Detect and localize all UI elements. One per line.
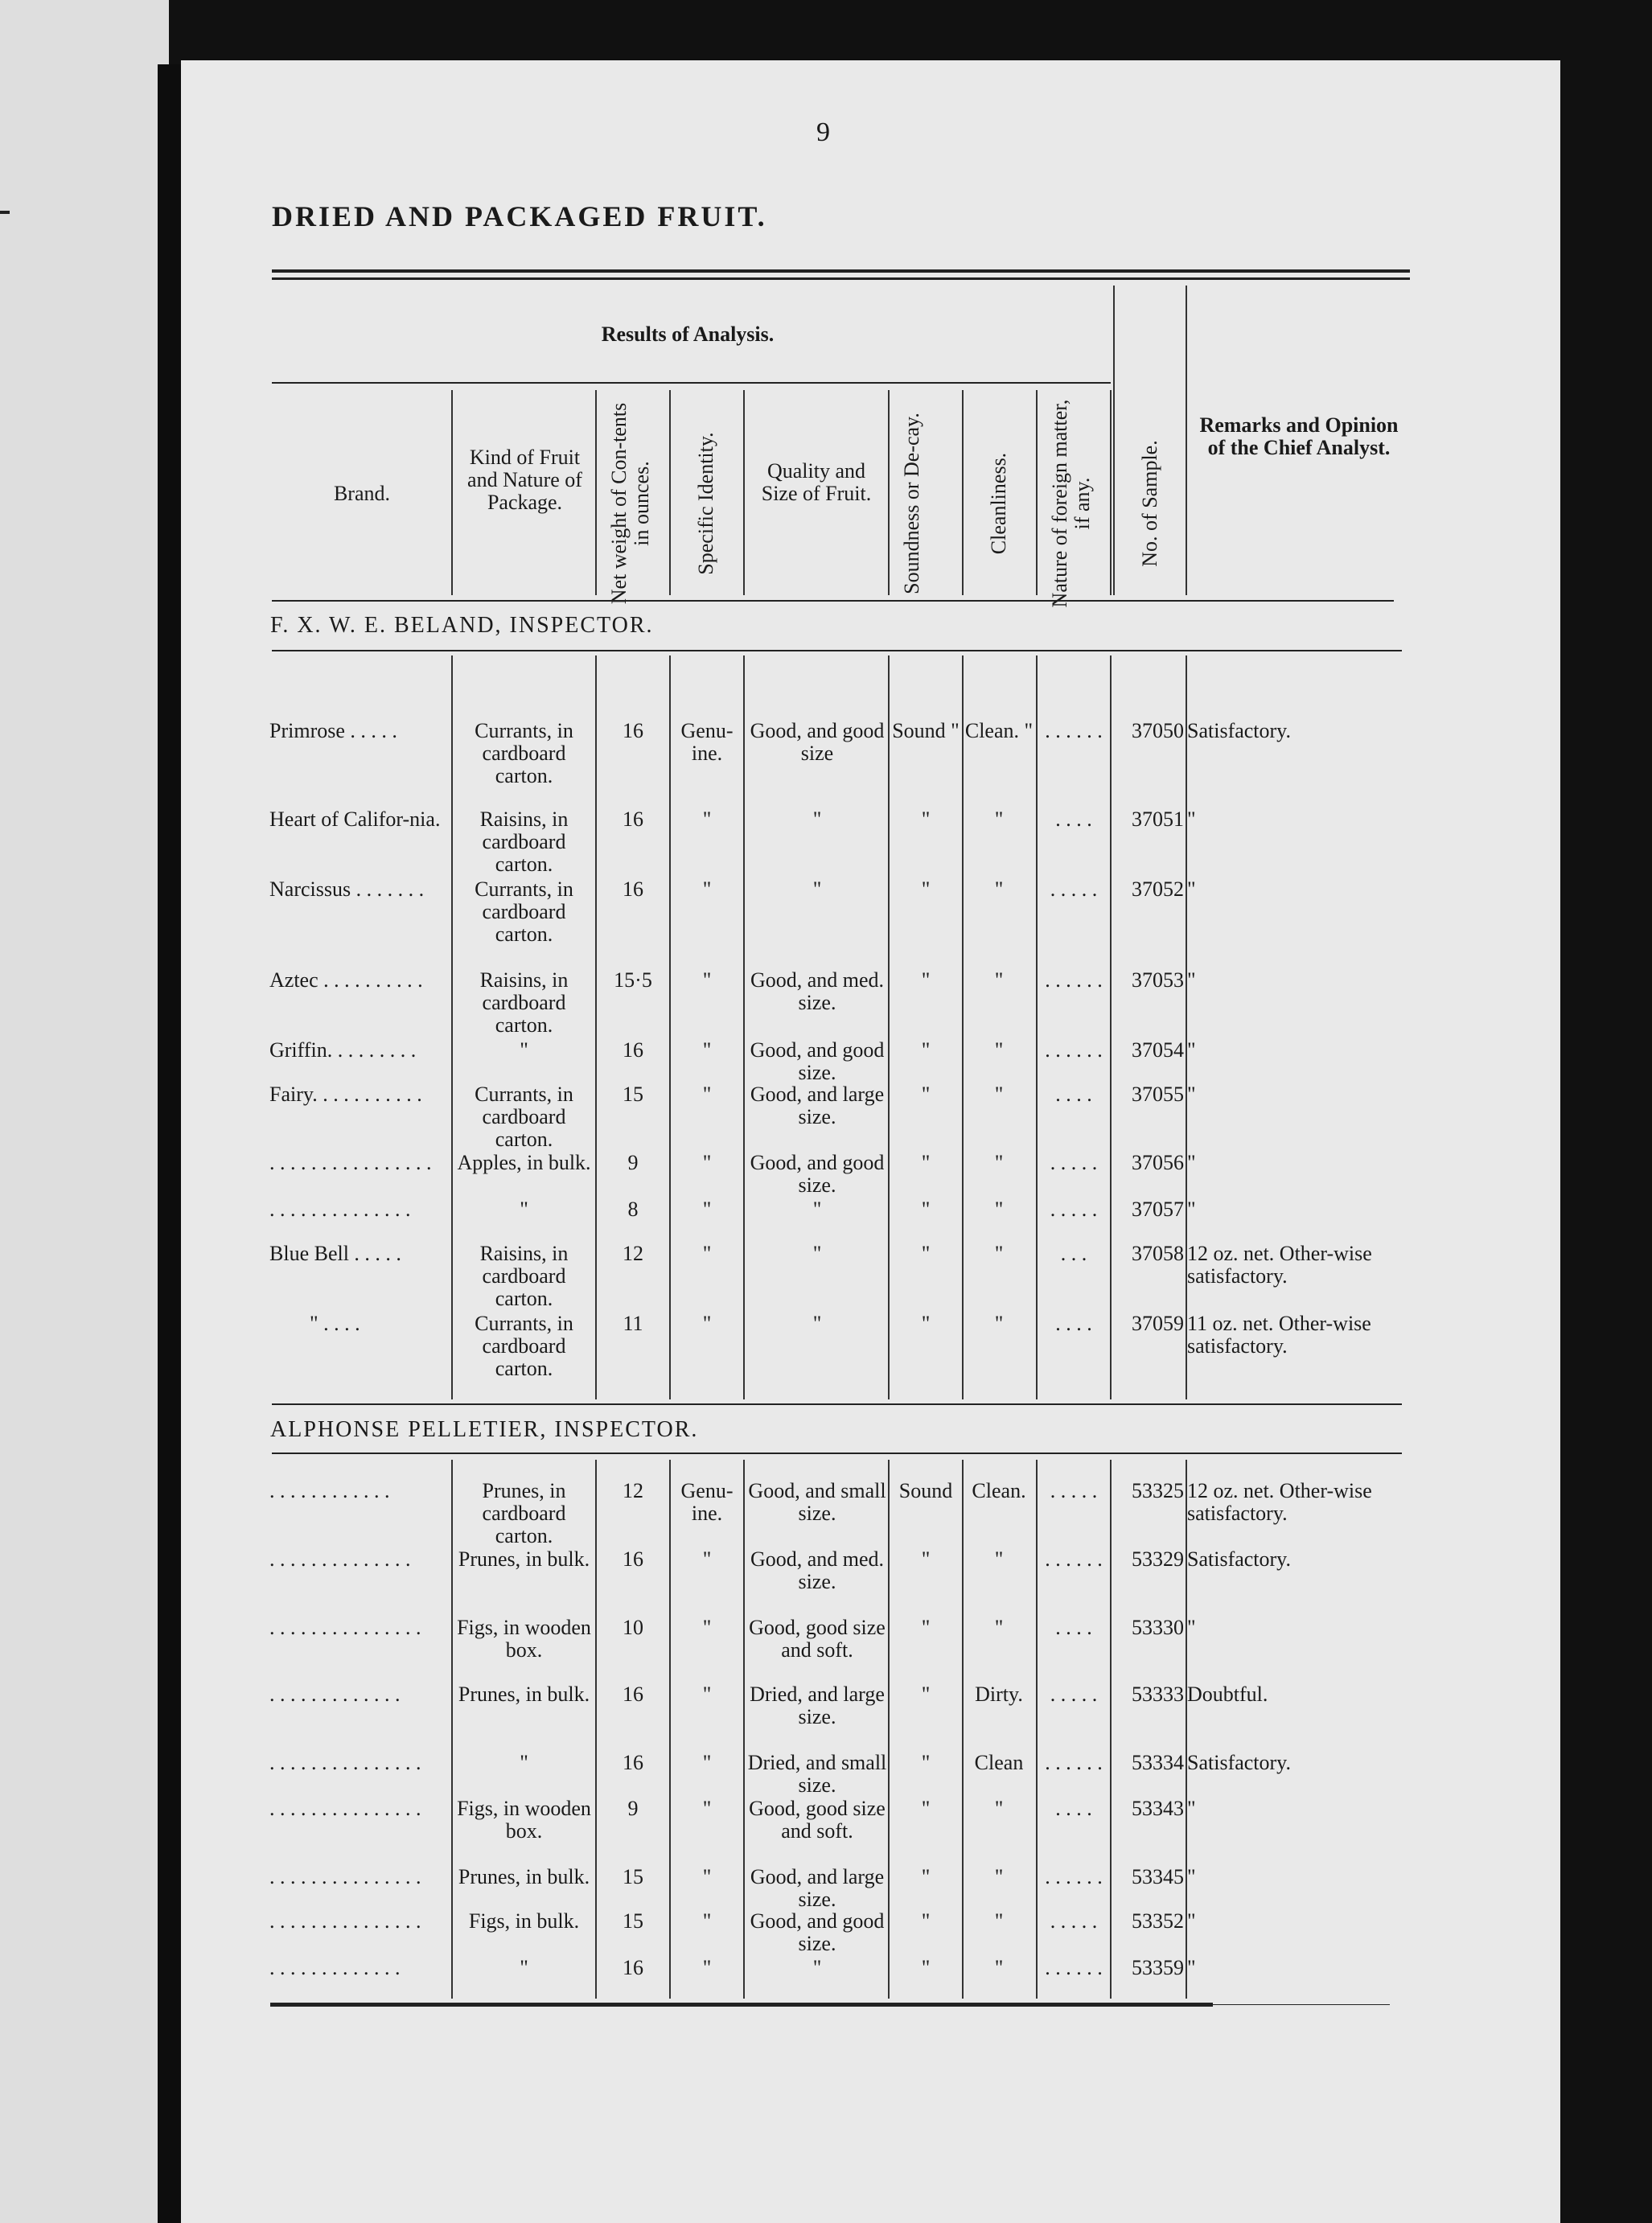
row-quality: " — [812, 1242, 822, 1265]
row-cleanliness: " — [994, 1865, 1004, 1888]
row-cleanliness: Dirty. — [975, 1683, 1023, 1706]
header-bottom-rule — [272, 600, 1394, 602]
row-cleanliness: " — [994, 807, 1004, 831]
row-brand: . . . . . . . . . . . . . — [269, 1683, 401, 1706]
row-sample: 53352 — [1132, 1909, 1184, 1933]
row-weight: 15 — [623, 1083, 643, 1106]
row-identity: Genu-ine. — [680, 1479, 734, 1525]
row-soundness: " — [921, 807, 931, 831]
row-identity: " — [702, 1038, 712, 1062]
row-quality: Good, and small size. — [748, 1479, 886, 1525]
row-foreign: . . . . — [1055, 1083, 1092, 1106]
row-kind: Currants, in cardboard carton. — [475, 877, 573, 946]
row-identity: " — [702, 1242, 712, 1265]
section-heading-pelletier: ALPHONSE PELLETIER, INSPECTOR. — [270, 1417, 699, 1442]
row-cleanliness: " — [994, 1909, 1004, 1933]
row-quality: Good, and good size — [750, 719, 885, 765]
row-soundness: " — [921, 1797, 931, 1820]
row-soundness: " — [921, 1038, 931, 1062]
header-divider-identity — [743, 390, 745, 595]
s1-divider-quality — [888, 655, 890, 1399]
header-net-weight: Net weight of Con-tents in ounces. — [607, 402, 653, 605]
row-kind: Raisins, in cardboard carton. — [479, 968, 569, 1037]
row-kind: " — [520, 1751, 528, 1774]
row-remarks: " — [1187, 1797, 1196, 1820]
s1-divider-cleanliness — [1036, 655, 1038, 1399]
row-cleanliness: " — [994, 1616, 1004, 1639]
row-soundness: " — [921, 1312, 931, 1335]
row-foreign: . . . . . — [1050, 1909, 1098, 1933]
row-brand: . . . . . . . . . . . . . . . — [269, 1910, 421, 1933]
row-weight: 16 — [623, 1038, 643, 1062]
row-kind: Currants, in cardboard carton. — [475, 1083, 573, 1151]
row-identity: " — [702, 1312, 712, 1335]
left-page-mark — [0, 211, 10, 214]
header-remarks: Remarks and Opinion of the Chief Analyst. — [1199, 413, 1399, 459]
header-divider-brand — [451, 390, 453, 595]
row-weight: 11 — [623, 1312, 643, 1335]
row-remarks: " — [1187, 968, 1196, 992]
row-soundness: " — [921, 1909, 931, 1933]
row-remarks: 12 oz. net. Other-wise satisfactory. — [1187, 1242, 1372, 1288]
row-weight: 12 — [623, 1479, 643, 1502]
row-foreign: . . . . — [1055, 807, 1092, 831]
row-kind: Raisins, in cardboard carton. — [479, 807, 569, 876]
row-sample: 37050 — [1132, 719, 1184, 742]
section-end-rule-beland — [272, 1403, 1402, 1405]
row-sample: 53329 — [1132, 1547, 1184, 1571]
row-brand: . . . . . . . . . . . . — [269, 1480, 390, 1502]
row-brand: . . . . . . . . . . . . . . — [269, 1198, 411, 1221]
row-soundness: " — [921, 968, 931, 992]
row-foreign: . . . . . — [1050, 1151, 1098, 1174]
row-soundness: " — [921, 1956, 931, 1979]
header-foreign-matter: Nature of foreign matter, if any. — [1048, 399, 1094, 608]
row-brand: " . . . . — [310, 1313, 360, 1335]
row-weight: 16 — [623, 719, 643, 742]
row-sample: 37052 — [1132, 877, 1184, 901]
row-identity: " — [702, 877, 712, 901]
row-kind: Currants, in cardboard carton. — [475, 1312, 573, 1380]
s1-divider-weight — [669, 655, 671, 1399]
row-weight: 15·5 — [614, 968, 652, 992]
row-soundness: " — [921, 1083, 931, 1106]
row-weight: 16 — [623, 807, 643, 831]
row-identity: " — [702, 1547, 712, 1571]
header-divider-cleanliness — [1036, 390, 1038, 595]
row-remarks: " — [1187, 1151, 1196, 1174]
row-brand: . . . . . . . . . . . . . . . — [269, 1798, 421, 1820]
row-weight: 15 — [623, 1865, 643, 1888]
row-foreign: . . . . . . — [1045, 1038, 1103, 1062]
row-weight: 16 — [623, 1683, 643, 1706]
section-rule-beland — [272, 650, 1402, 651]
row-brand: Griffin. . . . . . . . . — [269, 1039, 417, 1062]
row-foreign: . . . . . . — [1045, 1956, 1103, 1979]
row-kind: Figs, in wooden box. — [457, 1797, 591, 1843]
header-cleanliness: Cleanliness. — [987, 452, 1010, 555]
row-quality: Good, and med. size. — [750, 1547, 885, 1593]
row-identity: " — [702, 1865, 712, 1888]
row-weight: 16 — [623, 877, 643, 901]
header-brand: Brand. — [333, 482, 391, 505]
row-remarks: " — [1187, 1198, 1196, 1221]
row-kind: " — [520, 1198, 528, 1221]
row-identity: " — [702, 1956, 712, 1979]
row-sample: 37051 — [1132, 807, 1184, 831]
row-kind: Prunes, in bulk. — [458, 1865, 590, 1888]
row-remarks: " — [1187, 1909, 1196, 1933]
row-kind: Figs, in wooden box. — [457, 1616, 591, 1662]
top-rule-2 — [272, 277, 1410, 280]
row-cleanliness: " — [994, 1151, 1004, 1174]
header-divider-sample-left — [1113, 286, 1115, 595]
header-divider-kind — [595, 390, 597, 595]
row-remarks: " — [1187, 1038, 1196, 1062]
row-sample: 53330 — [1132, 1616, 1184, 1639]
row-soundness: " — [921, 1751, 931, 1774]
row-remarks: Satisfactory. — [1187, 719, 1291, 742]
header-divider-sample-right — [1186, 286, 1187, 595]
row-sample: 53325 — [1132, 1479, 1184, 1502]
row-foreign: . . . . . — [1050, 1683, 1098, 1706]
row-sample: 53359 — [1132, 1956, 1184, 1979]
row-kind: " — [520, 1956, 528, 1979]
row-foreign: . . . . . . — [1045, 719, 1103, 742]
row-brand: Aztec . . . . . . . . . . — [269, 969, 423, 992]
row-remarks: " — [1187, 1616, 1196, 1639]
row-brand: . . . . . . . . . . . . . . . — [269, 1752, 421, 1774]
row-foreign: . . . — [1060, 1242, 1087, 1265]
row-kind: Prunes, in bulk. — [458, 1547, 590, 1571]
row-kind: Prunes, in cardboard carton. — [482, 1479, 566, 1547]
row-quality: " — [812, 1198, 822, 1221]
page-title: DRIED AND PACKAGED FRUIT. — [272, 200, 767, 232]
row-cleanliness: " — [994, 968, 1004, 992]
row-quality: " — [812, 1312, 822, 1335]
row-sample: 53334 — [1132, 1751, 1184, 1774]
row-identity: " — [702, 1751, 712, 1774]
row-brand: Narcissus . . . . . . . — [269, 878, 425, 901]
row-weight: 9 — [627, 1797, 639, 1820]
row-identity: " — [702, 1151, 712, 1174]
header-divider-soundness — [962, 390, 964, 595]
row-remarks: " — [1187, 1083, 1196, 1106]
row-soundness: " — [921, 1151, 931, 1174]
top-rule-1 — [272, 269, 1410, 273]
row-identity: " — [702, 1198, 712, 1221]
row-remarks: 12 oz. net. Other-wise satisfactory. — [1187, 1479, 1372, 1525]
row-brand: . . . . . . . . . . . . . . . — [269, 1617, 421, 1639]
row-kind: Apples, in bulk. — [457, 1151, 591, 1174]
row-weight: 16 — [623, 1751, 643, 1774]
row-quality: Dried, and large size. — [750, 1683, 885, 1728]
row-sample: 37057 — [1132, 1198, 1184, 1221]
row-weight: 16 — [623, 1956, 643, 1979]
row-brand: . . . . . . . . . . . . . . . . — [269, 1152, 432, 1174]
row-remarks: " — [1187, 1865, 1196, 1888]
row-foreign: . . . . — [1055, 1312, 1092, 1335]
row-soundness: " — [921, 1683, 931, 1706]
row-brand: . . . . . . . . . . . . . . — [269, 1548, 411, 1571]
row-identity: " — [702, 1683, 712, 1706]
row-weight: 15 — [623, 1909, 643, 1933]
row-soundness: " — [921, 1198, 931, 1221]
row-remarks: Satisfactory. — [1187, 1547, 1291, 1571]
header-divider-foreign — [1110, 390, 1112, 595]
row-quality: Good, and good size. — [750, 1909, 885, 1955]
row-brand: Heart of Califor-nia. — [269, 808, 441, 831]
row-sample: 53345 — [1132, 1865, 1184, 1888]
s1-divider-kind — [595, 655, 597, 1399]
header-sample-no: No. of Sample. — [1138, 440, 1161, 567]
row-remarks: " — [1187, 877, 1196, 901]
row-cleanliness: " — [994, 1312, 1004, 1335]
row-foreign: . . . . — [1055, 1616, 1092, 1639]
row-quality: Good, and good size. — [750, 1038, 885, 1084]
row-identity: " — [702, 1616, 712, 1639]
row-kind: Currants, in cardboard carton. — [475, 719, 573, 787]
row-soundness: " — [921, 877, 931, 901]
header-soundness: Soundness or De-cay. — [900, 413, 923, 594]
row-cleanliness: " — [994, 1797, 1004, 1820]
row-quality: " — [812, 877, 822, 901]
row-cleanliness: " — [994, 1038, 1004, 1062]
s1-divider-soundness — [962, 655, 964, 1399]
row-weight: 10 — [623, 1616, 643, 1639]
row-kind: Figs, in bulk. — [468, 1909, 580, 1933]
s1-divider-identity — [743, 655, 745, 1399]
header-quality: Quality and Size of Fruit. — [761, 459, 872, 505]
row-remarks: 11 oz. net. Other-wise satisfactory. — [1187, 1312, 1371, 1358]
row-soundness: Sound " — [892, 719, 960, 742]
row-sample: 37056 — [1132, 1151, 1184, 1174]
bottom-rule-thick — [270, 2003, 1213, 2007]
row-kind: Raisins, in cardboard carton. — [479, 1242, 569, 1310]
row-brand: Blue Bell . . . . . — [269, 1243, 401, 1265]
row-kind: " — [520, 1038, 528, 1062]
row-sample: 37058 — [1132, 1242, 1184, 1265]
row-soundness: " — [921, 1865, 931, 1888]
row-sample: 37053 — [1132, 968, 1184, 992]
row-kind: Prunes, in bulk. — [458, 1683, 590, 1706]
section-heading-beland: F. X. W. E. BELAND, INSPECTOR. — [270, 613, 654, 638]
row-brand: . . . . . . . . . . . . . . . — [269, 1866, 421, 1888]
row-quality: Good, and good size. — [750, 1151, 885, 1197]
row-weight: 12 — [623, 1242, 643, 1265]
row-foreign: . . . . . . — [1045, 1751, 1103, 1774]
row-identity: " — [702, 968, 712, 992]
row-cleanliness: Clean. — [972, 1479, 1026, 1502]
header-divider-weight — [669, 390, 671, 595]
row-quality: Good, and large size. — [750, 1083, 885, 1128]
row-sample: 37059 — [1132, 1312, 1184, 1335]
row-foreign: . . . . . — [1050, 1198, 1098, 1221]
row-quality: Good, and large size. — [750, 1865, 885, 1911]
row-cleanliness: Clean — [974, 1751, 1024, 1774]
s1-divider-foreign — [1110, 655, 1112, 1399]
section-rule-pelletier — [272, 1453, 1402, 1454]
results-of-analysis-heading: Results of Analysis. — [601, 323, 775, 346]
row-identity: " — [702, 807, 712, 831]
row-identity: " — [702, 1797, 712, 1820]
row-foreign: . . . . . . — [1045, 968, 1103, 992]
row-brand: Primrose . . . . . — [269, 720, 397, 742]
row-cleanliness: " — [994, 1198, 1004, 1221]
left-page-edge — [0, 0, 169, 2223]
row-cleanliness: " — [994, 1083, 1004, 1106]
row-sample: 37055 — [1132, 1083, 1184, 1106]
row-sample: 37054 — [1132, 1038, 1184, 1062]
header-specific-identity: Specific Identity. — [694, 432, 717, 575]
row-cleanliness: " — [994, 1242, 1004, 1265]
row-remarks: Satisfactory. — [1187, 1751, 1291, 1774]
row-weight: 9 — [627, 1151, 639, 1174]
row-soundness: " — [921, 1242, 931, 1265]
s1-divider-sample — [1186, 655, 1187, 1399]
row-cleanliness: " — [994, 1956, 1004, 1979]
row-quality: Good, and med. size. — [750, 968, 885, 1014]
row-sample: 53343 — [1132, 1797, 1184, 1820]
row-quality: Good, good size and soft. — [749, 1797, 886, 1843]
row-identity: Genu-ine. — [680, 719, 734, 765]
book-binding — [158, 64, 183, 2223]
row-foreign: . . . . . . — [1045, 1865, 1103, 1888]
results-rule — [272, 382, 1111, 384]
header-kind: Kind of Fruit and Nature of Package. — [467, 446, 582, 514]
row-sample: 53333 — [1132, 1683, 1184, 1706]
row-quality: " — [812, 807, 822, 831]
row-weight: 16 — [623, 1547, 643, 1571]
bottom-rule-thin — [1213, 2004, 1390, 2005]
row-foreign: . . . . . — [1050, 877, 1098, 901]
row-foreign: . . . . — [1055, 1797, 1092, 1820]
row-weight: 8 — [627, 1198, 639, 1221]
row-soundness: " — [921, 1616, 931, 1639]
row-cleanliness: Clean. " — [964, 719, 1034, 742]
row-remarks: " — [1187, 807, 1196, 831]
row-brand: . . . . . . . . . . . . . — [269, 1957, 401, 1979]
row-identity: " — [702, 1083, 712, 1106]
row-remarks: " — [1187, 1956, 1196, 1979]
row-foreign: . . . . . — [1050, 1479, 1098, 1502]
page-number: 9 — [816, 117, 830, 147]
row-remarks: Doubtful. — [1187, 1683, 1268, 1706]
row-quality: " — [812, 1956, 822, 1979]
header-divider-quality — [888, 390, 890, 595]
row-soundness: " — [921, 1547, 931, 1571]
row-cleanliness: " — [994, 1547, 1004, 1571]
row-identity: " — [702, 1909, 712, 1933]
row-brand: Fairy. . . . . . . . . . . — [269, 1083, 422, 1106]
row-quality: Dried, and small size. — [747, 1751, 887, 1797]
row-soundness: Sound — [898, 1479, 953, 1502]
row-quality: Good, good size and soft. — [749, 1616, 886, 1662]
row-foreign: . . . . . . — [1045, 1547, 1103, 1571]
row-cleanliness: " — [994, 877, 1004, 901]
